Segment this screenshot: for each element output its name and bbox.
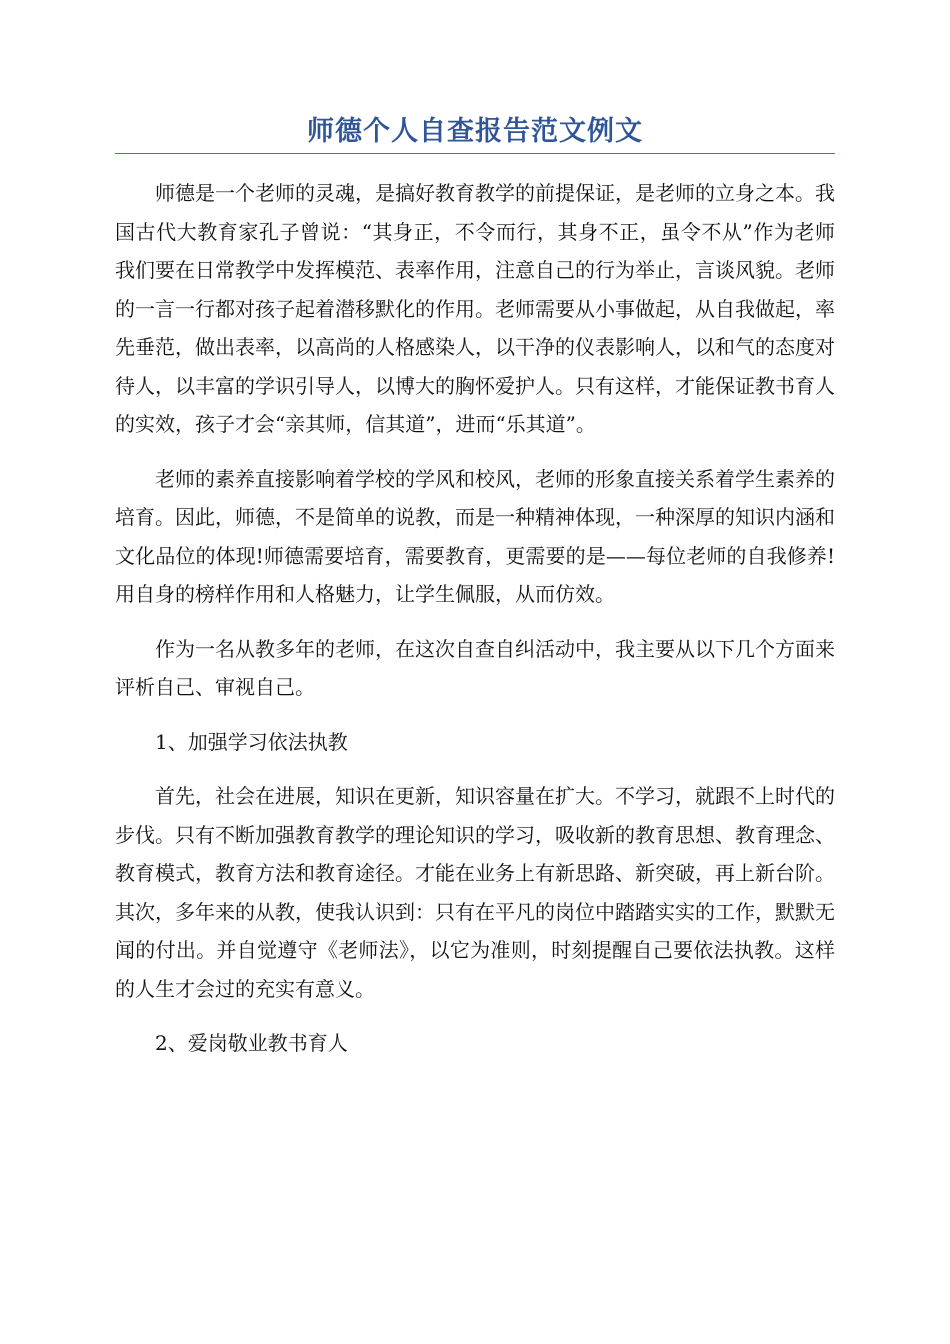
paragraph-teacher-quality: 老师的素养直接影响着学校的学风和校风，老师的形象直接关系着学生素养的培育。因此，师德，不是简单的说教，而是一种精神体现，一种深厚的知识内涵和文化品位的体现!师德需要培育，需要教育，更需要的是——每位老师的自我修养!用自身的榜样作用和人格魅力，让学生佩服，从而仿效。 xyxy=(115,466,835,606)
section-heading-1: 1、加强学习依法执教 xyxy=(155,729,348,754)
document-body xyxy=(115,174,835,1079)
paragraph-intro: 师德是一个老师的灵魂，是搞好教育教学的前提保证，是老师的立身之本。我国古代大教育家孔子曾说：“其身正，不令而行，其身不正，虽令不从”作为老师我们要在日常教学中发挥模范、表率作用，注意自己的行为举止，言谈风貌。老师的一言一行都对孩子起着潜移默化的作用。老师需要从小事做起，从自我做起，率先垂范，做出表率，以高尚的人格感染人，以干净的仪表影响人，以和气的态度对待人，以丰富的学识引导人，以博大的胸怀爱护人。只有这样，才能保证教书育人的实效，孩子才会“亲其师，信其道”，进而“乐其道”。 xyxy=(115,181,835,436)
paragraph-self-review: 作为一名从教多年的老师，在这次自查自纠活动中，我主要从以下几个方面来评析自己、审视自己。 xyxy=(115,636,835,699)
title-underline xyxy=(115,153,835,154)
section-heading-2: 2、爱岗敬业教书育人 xyxy=(155,1031,348,1055)
document-title: 师德个人自查报告范文例文 xyxy=(307,116,643,147)
paragraph-learning: 首先，社会在进展，知识在更新，知识容量在扩大。不学习，就跟不上时代的步伐。只有不断加强教育教学的理论知识的学习，吸收新的教育思想、教育理念、教育模式，教育方法和教育途径。才能在业务上有新思路、新突破，再上新台阶。其次，多年来的从教，使我认识到：只有在平凡的岗位中踏踏实实的工作，默默无闻的付出。并自觉遵守《老师法》，以它为准则，时刻提醒自己要依法执教。这样的人生才会过的充实有意义。 xyxy=(115,784,835,1001)
